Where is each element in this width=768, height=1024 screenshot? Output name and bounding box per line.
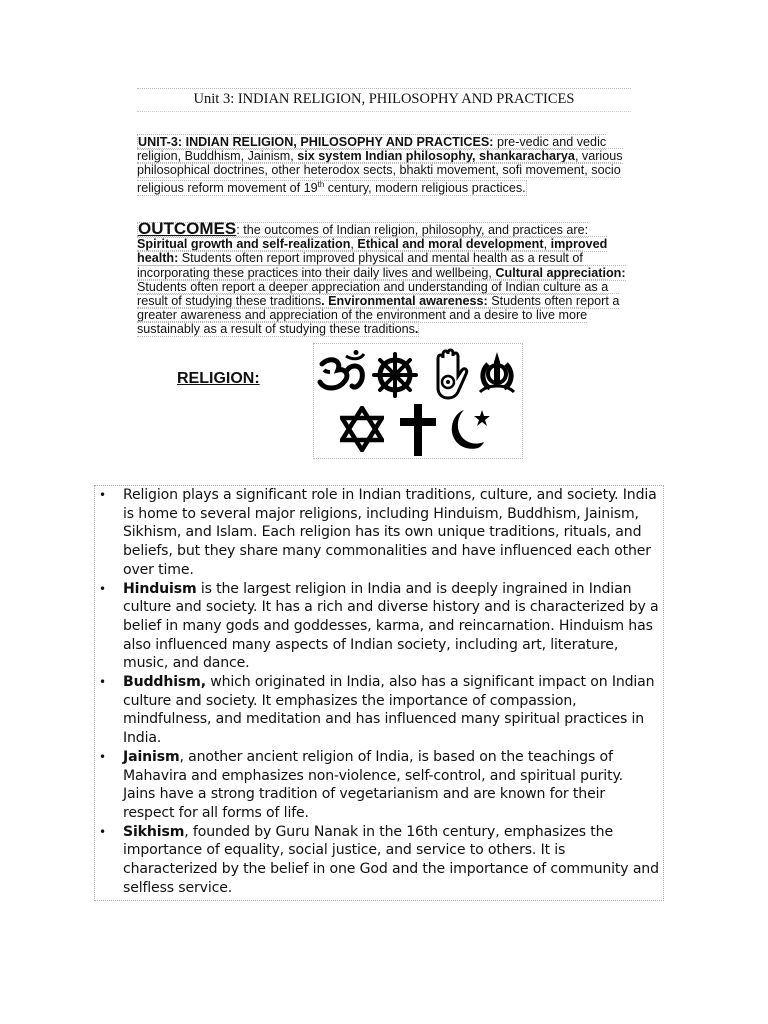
outcome-ethical: Ethical and moral development: [357, 237, 544, 252]
bullet-icon: •: [99, 675, 106, 690]
list-item-text: Religion plays a significant role in Indian traditions, culture, and society. India is home to several major religions, including Hinduism, Buddhism, Jainism, Sikhism, and Islam. Each religion has its own unique traditions, rituals, and beliefs, but they share many commonalities and have influenced each other over time.: [123, 487, 657, 578]
list-item: [95, 580, 663, 674]
header-title: Unit 3: INDIAN RELIGION, PHILOSOPHY AND PRACTICES: [193, 91, 575, 107]
outcomes-heading: OUTCOMES: [138, 219, 237, 238]
list-item-bold: Sikhism: [123, 823, 185, 840]
unit-syllabus: [137, 135, 627, 195]
crescent-star-icon: [448, 406, 498, 452]
list-item: [95, 486, 663, 580]
bullet-icon: •: [99, 581, 106, 596]
outcome-spiritual: Spiritual growth and self-realization: [137, 237, 351, 252]
om-icon: [316, 350, 366, 398]
outcome-separator: ,: [543, 237, 551, 252]
religion-bullet-list: [94, 485, 664, 901]
bullet-icon: •: [99, 488, 106, 502]
religion-label: RELIGION:: [177, 370, 260, 387]
unit-bold-topics: six system Indian philosophy, shankaracharya: [297, 149, 575, 164]
list-item: [95, 673, 663, 748]
cross-icon: [398, 404, 438, 456]
outcome-health-text: Students often report improved physical and mental health as a result of incorporating these practices into their daily lives and wellbeing,: [137, 251, 583, 280]
outcome-period: .: [414, 322, 419, 337]
outcomes-section: [137, 219, 633, 337]
outcomes-intro: : the outcomes of Indian religion, philosophy, and practices are:: [236, 223, 589, 237]
jain-hand-icon: [430, 348, 470, 400]
bullet-icon: •: [99, 749, 106, 764]
star-of-david-icon: [340, 406, 384, 452]
list-item-text: which originated in India, also has a significant impact on Indian culture and society. It emphasizes the importance of compassion, mindfulness, and meditation and has influenced many spiritual practices in India.: [123, 674, 655, 747]
list-item-text: is the largest religion in India and is deeply ingrained in Indian culture and society. It has a rich and diverse history and is characterized by a belief in many gods and goddesses, karma, and reincarnation. Hinduism has also influenced many aspects of Indian society, including art, literature, music, and dance.: [123, 580, 659, 672]
unit-text-1: pre-vedic and vedic religion, Buddhism, Jainism,: [137, 135, 607, 164]
list-item: [95, 823, 663, 898]
outcome-cultural-label: Cultural appreciation:: [495, 265, 626, 280]
unit-superscript: th: [317, 179, 325, 189]
list-item-text: , founded by Guru Nanak in the 16th century, emphasizes the importance of equality, social justice, and service to others. It is characterized by the belief in one God and the importance of community and selfless service.: [123, 823, 659, 896]
khanda-icon: [474, 350, 520, 396]
outcome-environment-text: Students often report a greater awareness and appreciation of the environment and a desire to live more sustainably as a result of studying these traditions: [137, 294, 620, 337]
outcome-period: .: [321, 294, 325, 309]
list-item-bold: Buddhism,: [123, 674, 206, 691]
unit-text-2: , various philosophical doctrines, other heterodox sects, bhakti movement, sofi movement, socio religious reform movement of 19: [137, 149, 623, 195]
page-header: [137, 88, 631, 112]
religion-symbols-image: [313, 343, 523, 459]
unit-lead: UNIT-3: INDIAN RELIGION, PHILOSOPHY AND PRACTICES:: [138, 135, 494, 149]
unit-text-3: century, modern religious practices.: [324, 180, 526, 195]
list-item-text: , another ancient religion of India, is based on the teachings of Mahavira and emphasizes non-violence, self-control, and spiritual purity. Jains have a strong tradition of vegetarianism and are known for their respect for all forms of life.: [123, 748, 623, 821]
list-item: [95, 748, 663, 823]
outcome-health-label: improved health:: [137, 237, 608, 266]
list-item-bold: Jainism: [123, 748, 180, 765]
list-item-bold: Hinduism: [123, 580, 197, 597]
bullet-icon: •: [99, 824, 106, 839]
outcome-cultural-text: Students often report a deeper appreciation and understanding of Indian culture as a result of studying these traditions: [137, 279, 609, 309]
dharma-wheel-icon: [372, 352, 418, 398]
outcome-separator: ,: [350, 237, 358, 252]
outcome-environment-label: Environmental awareness:: [328, 294, 488, 309]
